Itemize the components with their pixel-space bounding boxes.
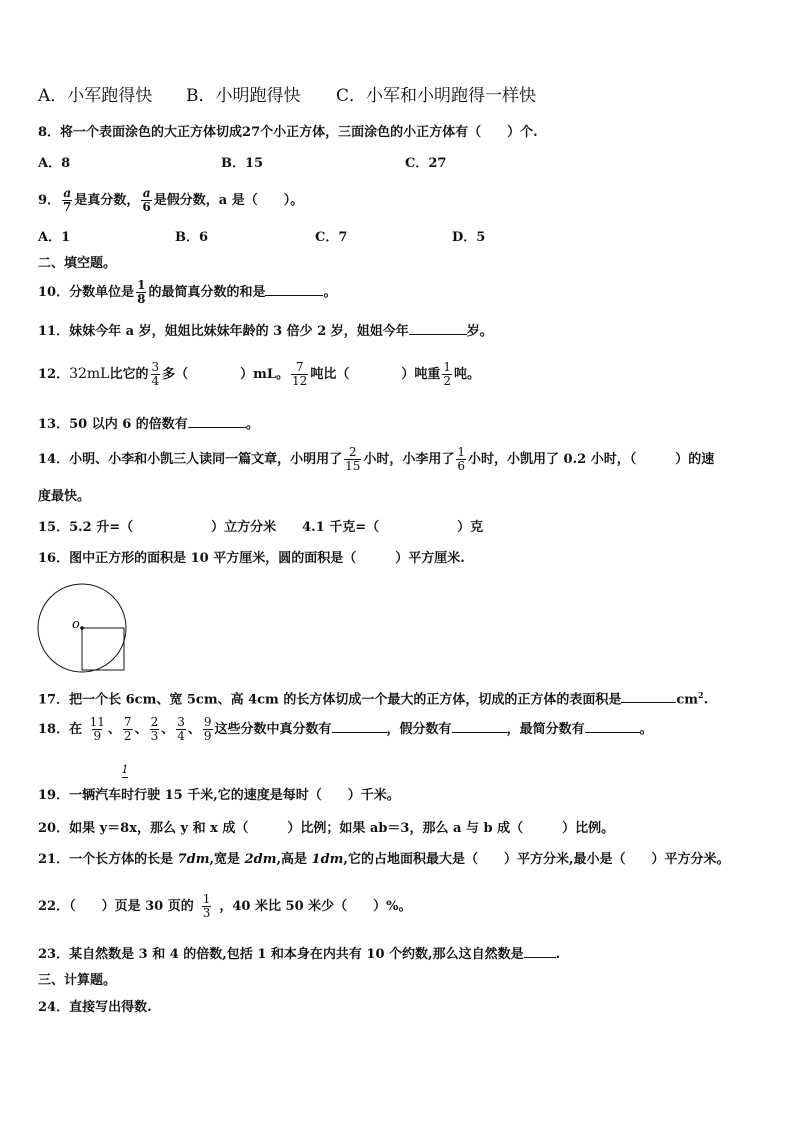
q21-height: 1dm bbox=[311, 852, 344, 867]
q22 bbox=[38, 885, 412, 929]
q21-pre: 21．一个长方体的长是 bbox=[38, 852, 178, 867]
q9-number: 9． bbox=[38, 193, 61, 208]
q13 bbox=[38, 415, 259, 434]
square bbox=[82, 628, 124, 670]
q18-blank-1 bbox=[332, 720, 387, 733]
q18-fraction-4: $\frac{3}{4}$ bbox=[177, 715, 185, 743]
q20: 20．如果 y＝8x，那么 y 和 x 成（ ）比例；如果 ab＝3，那么 a 与 b 成（ ）比例。 bbox=[38, 821, 615, 836]
q17-end: . bbox=[703, 692, 709, 708]
q18-sep: 、 bbox=[107, 722, 121, 737]
q7-option-b: B．小明跑得快 bbox=[186, 86, 301, 106]
q17-pre: 17．把一个长 6cm、宽 5cm、高 4cm 的长方体切成一个最大的正方体，切成的正方体的表面积是 bbox=[38, 692, 622, 708]
q21-part-1: ,宽是 bbox=[209, 852, 245, 867]
section-2-heading: 二、填空题。 bbox=[38, 256, 117, 271]
q11-end: 岁。 bbox=[466, 324, 493, 339]
q9-option-c: C．7 bbox=[315, 230, 348, 245]
q18-part-2: ，假分数有 bbox=[386, 722, 452, 737]
q23-end: . bbox=[555, 947, 561, 962]
q18-sep: 、 bbox=[161, 722, 175, 737]
q13-blank bbox=[188, 415, 246, 428]
q14-fraction-2: $\frac{1}{6}$ bbox=[457, 445, 466, 473]
q18-pre: 18．在 bbox=[38, 722, 83, 737]
q18 bbox=[38, 708, 653, 752]
q22-post: ，40 米比 50 米少（ ）%。 bbox=[219, 899, 412, 914]
q18-sep: 、 bbox=[187, 722, 201, 737]
q8-options bbox=[38, 155, 538, 173]
q7-option-a: A．小军跑得快 bbox=[38, 86, 153, 106]
q18-fraction-2: $\frac{7}{2}$ bbox=[123, 715, 132, 743]
q9-option-a: A．1 bbox=[38, 230, 71, 245]
q19-pre: 19．一辆汽车 bbox=[38, 788, 122, 803]
q12-part-1: 比它的 bbox=[109, 367, 149, 382]
q11-blank bbox=[409, 322, 467, 335]
q18-sep: 、 bbox=[134, 722, 148, 737]
q14-pre: 14．小明、小李和小凯三人读同一篇文章，小明用了 bbox=[38, 452, 343, 467]
q23 bbox=[38, 945, 560, 964]
q17 bbox=[38, 686, 708, 709]
q17-unit-sup: 2 bbox=[698, 690, 704, 700]
q12 bbox=[38, 352, 480, 397]
q18-part-3: ，最简分数有 bbox=[506, 722, 585, 737]
q9-option-d: D．5 bbox=[452, 230, 486, 245]
q19-text: 时行驶 15 千米,它的速度是每时（ ）千米。 bbox=[121, 788, 400, 803]
q9-tail-text: 是假分数，a 是（ ）。 bbox=[153, 193, 304, 208]
q12-pre: 12． bbox=[38, 367, 70, 382]
q19-fraction-top: 1 bbox=[121, 763, 129, 776]
q17-unit: cm bbox=[676, 692, 699, 708]
center-dot bbox=[80, 626, 84, 630]
q16: 16．图中正方形的面积是 10 平方厘米，圆的面积是（ ）平方厘米. bbox=[38, 551, 465, 566]
q21-width: 2dm bbox=[244, 852, 277, 867]
q9-fraction-2: $\frac{a}{6}$ bbox=[142, 186, 151, 214]
q10-end: 。 bbox=[323, 285, 337, 300]
q18-fraction-1: $\frac{11}{9}$ bbox=[89, 715, 105, 743]
q9-stem bbox=[38, 184, 303, 218]
q21-part-3: ,它的占地面积最大是（ ）平方分米,最小是（ ）平方分米。 bbox=[343, 852, 730, 867]
q21 bbox=[38, 851, 729, 869]
q18-blank-3 bbox=[585, 720, 640, 733]
q10 bbox=[38, 276, 336, 310]
section-3-heading: 三、计算题。 bbox=[38, 973, 117, 988]
q21-part-2: ,高是 bbox=[276, 852, 312, 867]
q14 bbox=[38, 440, 714, 480]
q12-part-2: 多（ ）mL。 bbox=[162, 367, 290, 382]
q18-end: 。 bbox=[639, 722, 653, 737]
q14-part-2: 小时，小凯用了 0.2 小时，（ ）的速 bbox=[468, 452, 715, 467]
q23-pre: 23．某自然数是 3 和 4 的倍数,包括 1 和本身在内共有 10 个约数,那么这自然数是 bbox=[38, 947, 524, 962]
q24: 24．直接写出得数. bbox=[38, 1000, 152, 1015]
q10-blank bbox=[265, 283, 323, 296]
q14-fraction-1: $\frac{2}{15}$ bbox=[345, 445, 361, 473]
q23-blank bbox=[524, 945, 556, 958]
q9-fraction-1: $\frac{a}{7}$ bbox=[63, 186, 72, 214]
q19-fraction-fragment bbox=[120, 764, 130, 778]
q11-pre: 11．妹妹今年 a 岁，姐姐比妹妹年龄的 3 倍少 2 岁，姐姐今年 bbox=[38, 324, 409, 339]
q14-part-1: 小时，小李用了 bbox=[363, 452, 455, 467]
q19 bbox=[38, 787, 400, 805]
q14-line-2: 度最快。 bbox=[38, 489, 91, 504]
q13-pre: 13．50 以内 6 的倍数有 bbox=[38, 417, 188, 432]
q11 bbox=[38, 322, 493, 341]
q10-post: 的最简真分数的和是 bbox=[148, 285, 266, 300]
q8-option-c: C．27 bbox=[405, 156, 447, 171]
q22-pre: 22．（ ）页是 30 页的 bbox=[38, 899, 194, 914]
q9-mid-text: 是真分数， bbox=[74, 193, 140, 208]
q12-amount: 32mL bbox=[69, 366, 110, 382]
circle-square-figure bbox=[36, 582, 132, 678]
q12-part-4: 吨。 bbox=[453, 367, 480, 382]
q9-option-b: B．6 bbox=[175, 230, 209, 245]
q13-end: 。 bbox=[245, 417, 259, 432]
center-label: o bbox=[72, 617, 80, 632]
q9-options bbox=[38, 229, 538, 247]
q12-fraction-3: $\frac{1}{2}$ bbox=[443, 360, 451, 388]
q10-pre: 10．分数单位是 bbox=[38, 285, 135, 300]
q17-blank bbox=[621, 690, 676, 703]
q18-fraction-3: $\frac{2}{3}$ bbox=[150, 715, 159, 743]
q7-option-c: C．小军和小明跑得一样快 bbox=[336, 86, 537, 106]
q12-fraction-2: $\frac{7}{12}$ bbox=[292, 360, 308, 388]
q8-option-b: B．15 bbox=[221, 156, 264, 171]
q12-part-3: 吨比（ ）吨重 bbox=[310, 367, 441, 382]
q18-fraction-5: $\frac{9}{9}$ bbox=[203, 715, 212, 743]
q8-option-a: A．8 bbox=[38, 156, 71, 171]
q10-fraction: $\frac{1}{8}$ bbox=[137, 278, 146, 306]
q8-stem: 8．将一个表面涂色的大正方体切成27个小正方体，三面涂色的小正方体有（ ）个. bbox=[38, 125, 538, 140]
q22-fraction: $\frac{1}{3}$ bbox=[202, 892, 211, 920]
q21-length: 7dm bbox=[177, 852, 210, 867]
q18-blank-2 bbox=[452, 720, 507, 733]
q18-part-1: 这些分数中真分数有 bbox=[214, 722, 332, 737]
q12-fraction-1: $\frac{3}{4}$ bbox=[151, 360, 160, 388]
q15: 15．5.2 升=（ ）立方分米 4.1 千克=（ ）克 bbox=[38, 520, 484, 535]
